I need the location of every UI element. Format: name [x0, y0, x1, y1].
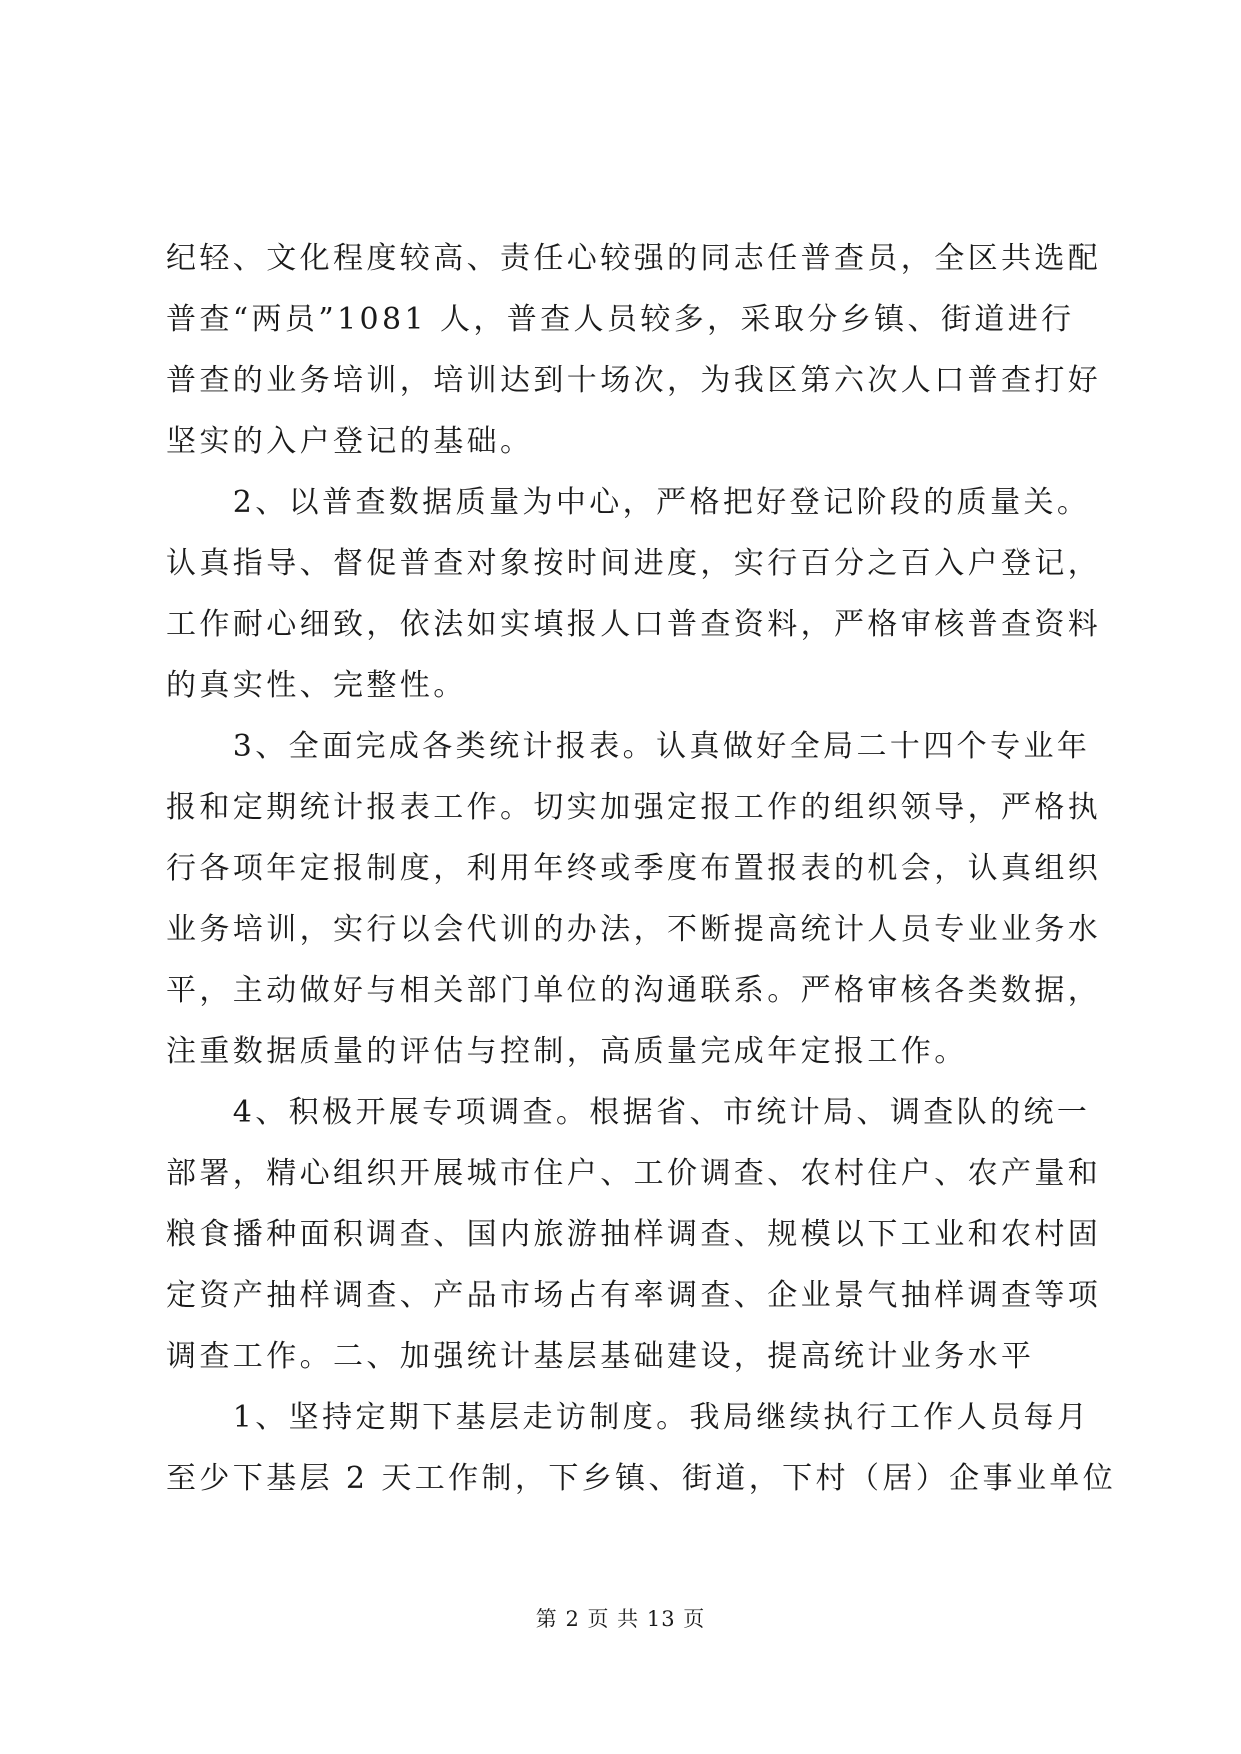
text-line: 普查“两员”1081 人，普查人员较多，采取分乡镇、街道进行: [166, 302, 1075, 337]
text-line: 2、以普查数据质量为中心，严格把好登记阶段的质量关。: [166, 485, 1091, 520]
text-line: 3、全面完成各类统计报表。认真做好全局二十四个专业年: [166, 729, 1091, 764]
page-number-footer: 第 2 页 共 13 页: [535, 1607, 706, 1631]
text-line: 注重数据质量的评估与控制，高质量完成年定报工作。: [166, 1034, 968, 1069]
document-body: [166, 228, 1117, 1509]
text-line: 调查工作。二、加强统计基层基础建设，提高统计业务水平: [166, 1339, 1035, 1374]
text-line: 平，主动做好与相关部门单位的沟通联系。严格审核各类数据，: [166, 973, 1102, 1008]
text-line: 业务培训，实行以会代训的办法，不断提高统计人员专业业务水: [166, 912, 1102, 947]
text-line: 4、积极开展专项调查。根据省、市统计局、调查队的统一: [166, 1095, 1091, 1130]
text-line: 认真指导、督促普查对象按时间进度，实行百分之百入户登记，: [166, 546, 1102, 581]
text-line: 纪轻、文化程度较高、责任心较强的同志任普查员，全区共选配: [166, 241, 1102, 276]
text-line: 普查的业务培训，培训达到十场次，为我区第六次人口普查打好: [166, 363, 1102, 398]
text-line: 至少下基层 2 天工作制，下乡镇、街道，下村（居）企事业单位: [166, 1461, 1117, 1496]
text-line: 的真实性、完整性。: [166, 668, 467, 703]
text-line: 定资产抽样调查、产品市场占有率调查、企业景气抽样调查等项: [166, 1278, 1102, 1313]
text-line: 1、坚持定期下基层走访制度。我局继续执行工作人员每月: [166, 1400, 1091, 1435]
text-line: 部署，精心组织开展城市住户、工价调查、农村住户、农产量和: [166, 1156, 1102, 1191]
text-line: 报和定期统计报表工作。切实加强定报工作的组织领导，严格执: [166, 790, 1102, 825]
text-line: 行各项年定报制度，利用年终或季度布置报表的机会，认真组织: [166, 851, 1102, 886]
text-line: 粮食播种面积调查、国内旅游抽样调查、规模以下工业和农村固: [166, 1217, 1102, 1252]
text-line: 坚实的入户登记的基础。: [166, 424, 534, 459]
text-line: 工作耐心细致，依法如实填报人口普查资料，严格审核普查资料: [166, 607, 1102, 642]
